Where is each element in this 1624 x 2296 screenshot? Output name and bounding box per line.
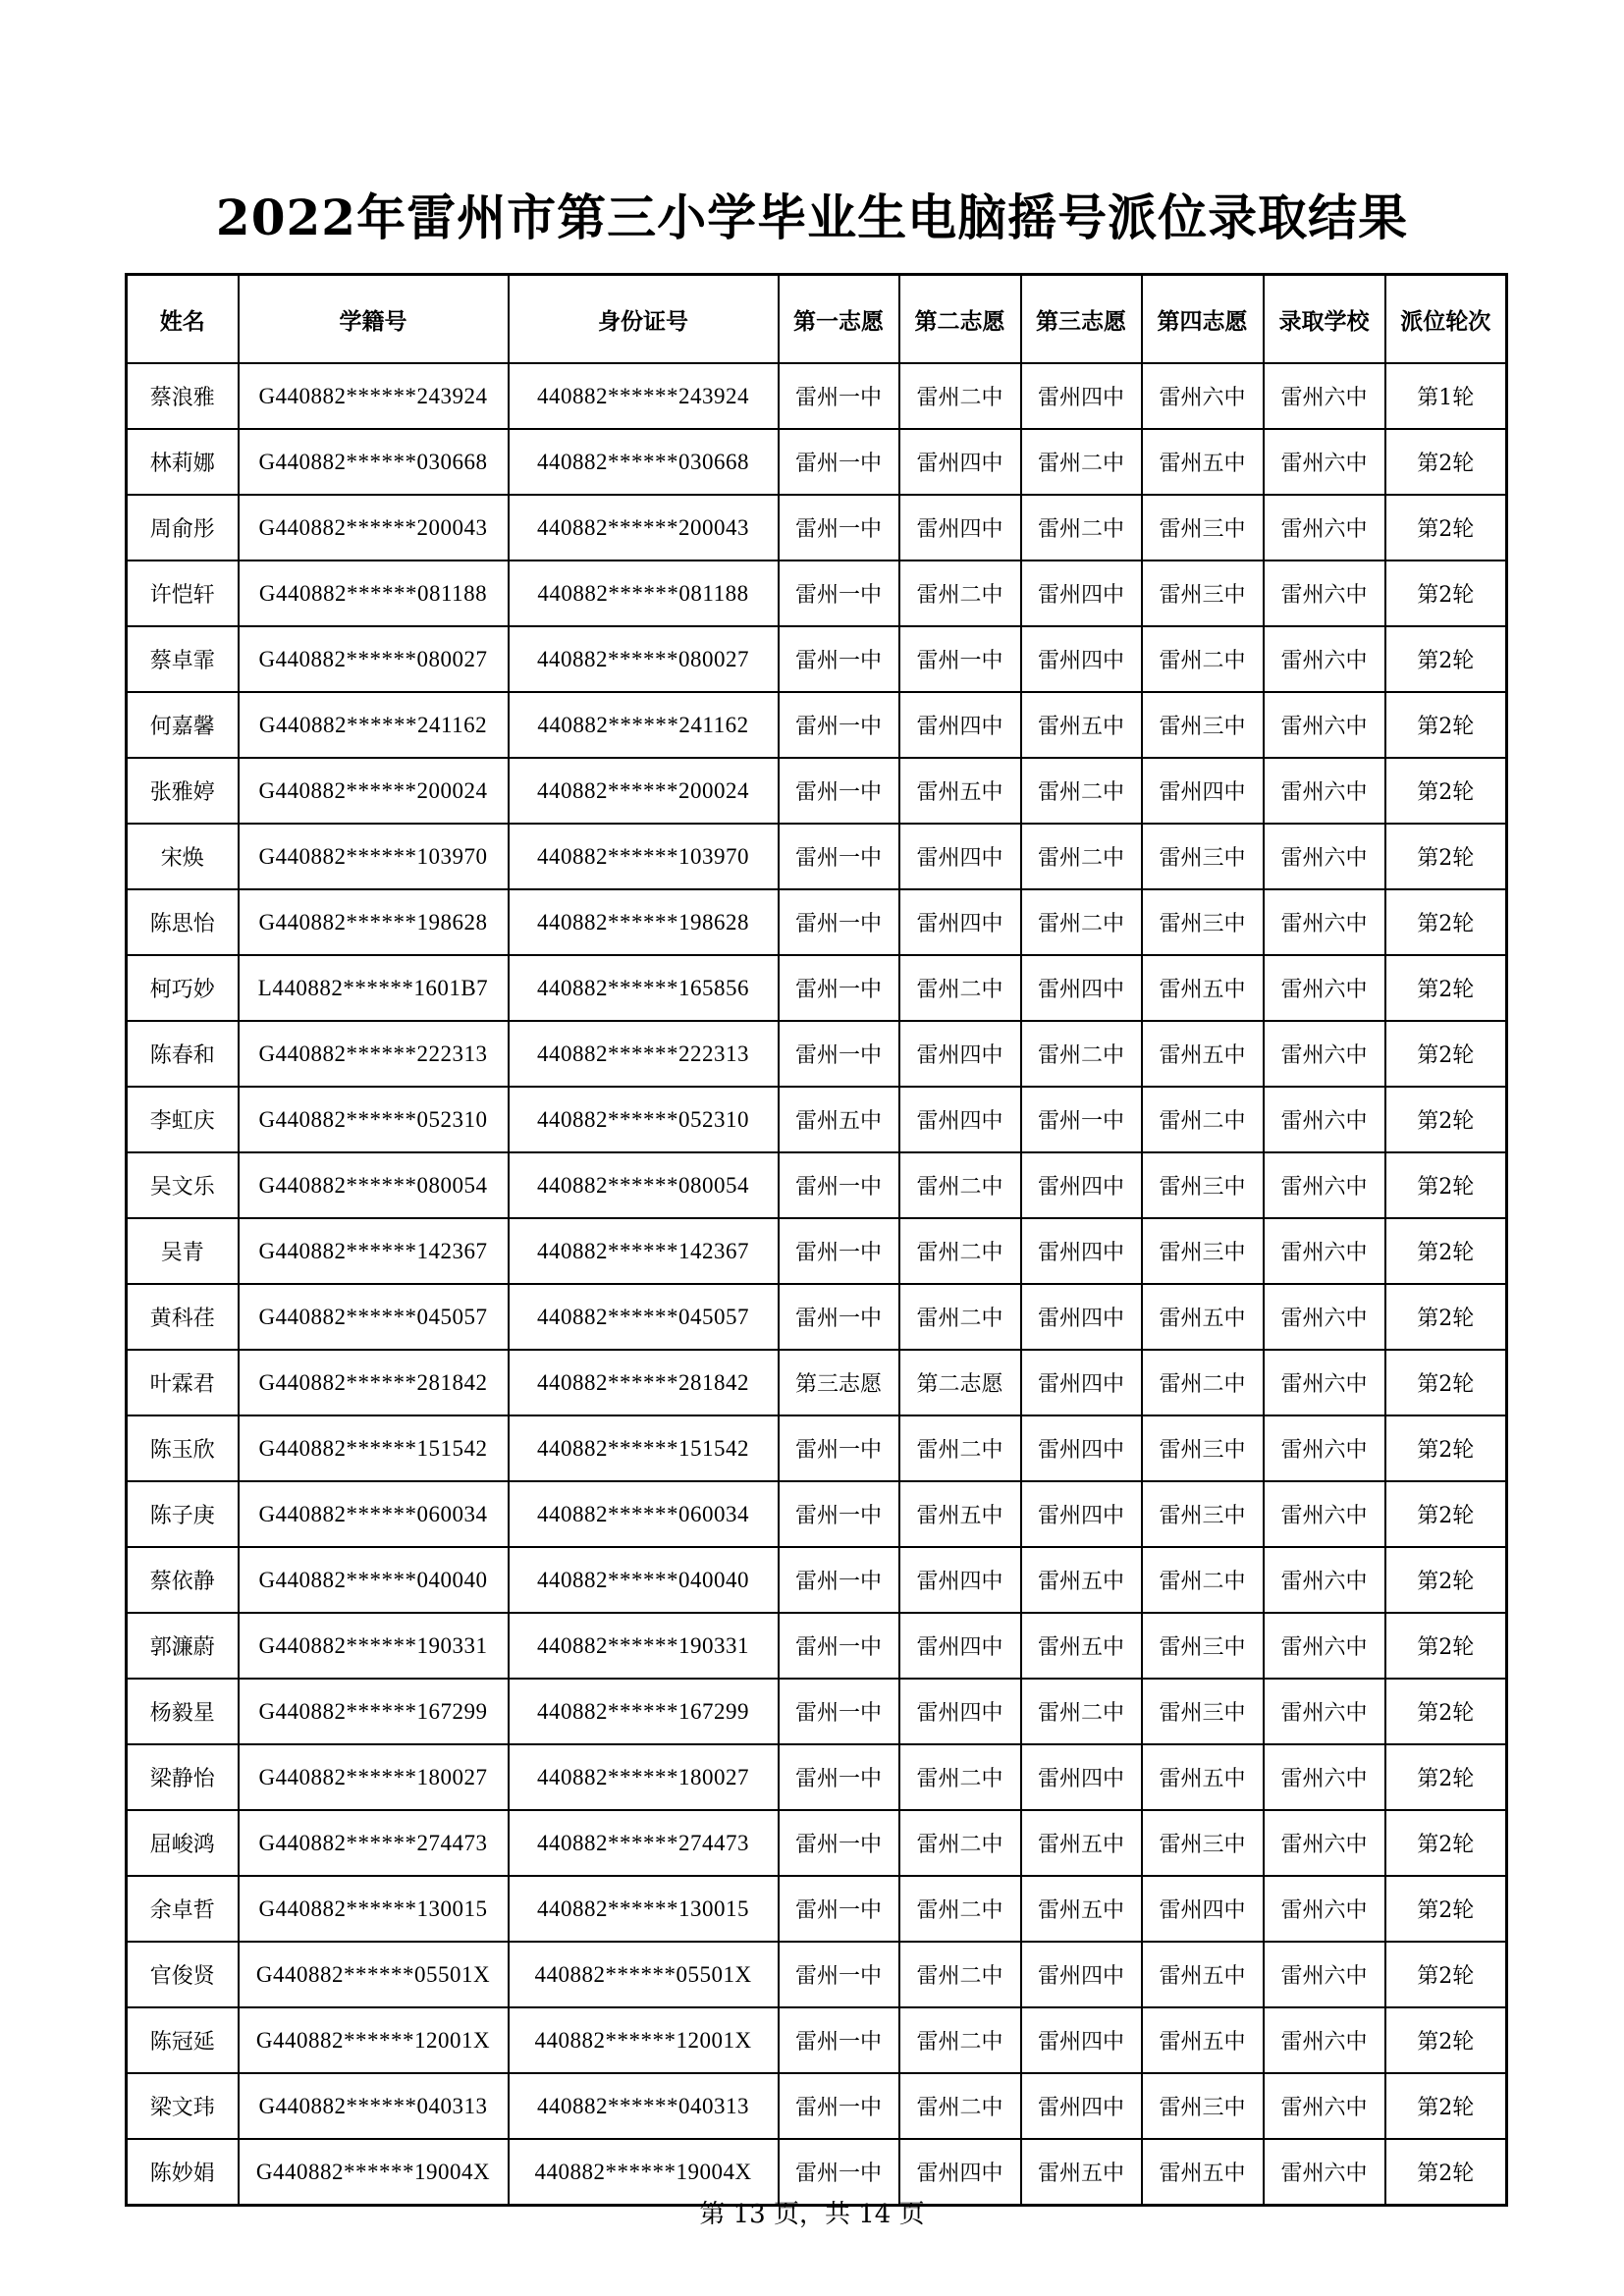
cell-student-id: G440882******045057 [239,1284,509,1350]
cell-choice-1: 第三志愿 [779,1350,899,1415]
cell-choice-3: 雷州五中 [1021,2139,1142,2206]
cell-student-id: G440882******19004X [239,2139,509,2206]
cell-student-id: G440882******081188 [239,561,509,626]
cell-admitted-school: 雷州六中 [1264,1087,1385,1152]
table-row [127,1876,1507,1942]
cell-choice-3: 雷州二中 [1021,824,1142,889]
cell-name: 郭濂蔚 [127,1613,239,1679]
cell-choice-3: 雷州四中 [1021,955,1142,1021]
cell-name: 官俊贤 [127,1942,239,2007]
cell-choice-1: 雷州一中 [779,1415,899,1481]
cell-name: 许恺轩 [127,561,239,626]
cell-choice-3: 雷州四中 [1021,1218,1142,1284]
cell-choice-2: 雷州一中 [899,626,1021,692]
cell-admitted-school: 雷州六中 [1264,626,1385,692]
cell-round: 第2轮 [1385,2073,1507,2139]
table-row [127,889,1507,955]
cell-name: 蔡依静 [127,1547,239,1613]
cell-id-card: 440882******040040 [509,1547,779,1613]
cell-round: 第2轮 [1385,1415,1507,1481]
table-row [127,1481,1507,1547]
cell-id-card: 440882******05501X [509,1942,779,2007]
header-name: 姓名 [127,275,239,364]
cell-choice-1: 雷州一中 [779,1021,899,1087]
cell-name: 蔡浪雅 [127,363,239,429]
table-row [127,758,1507,824]
cell-round: 第2轮 [1385,495,1507,561]
cell-choice-2: 雷州二中 [899,1218,1021,1284]
cell-round: 第2轮 [1385,1876,1507,1942]
cell-admitted-school: 雷州六中 [1264,1679,1385,1744]
cell-choice-3: 雷州四中 [1021,1152,1142,1218]
cell-admitted-school: 雷州六中 [1264,1744,1385,1810]
cell-student-id: G440882******274473 [239,1810,509,1876]
cell-choice-3: 雷州二中 [1021,1679,1142,1744]
cell-student-id: G440882******080027 [239,626,509,692]
cell-student-id: G440882******200043 [239,495,509,561]
cell-choice-4: 雷州五中 [1142,1744,1264,1810]
cell-student-id: G440882******142367 [239,1218,509,1284]
cell-admitted-school: 雷州六中 [1264,429,1385,495]
cell-name: 黄科荏 [127,1284,239,1350]
table-row [127,363,1507,429]
header-student-id: 学籍号 [239,275,509,364]
cell-round: 第2轮 [1385,1284,1507,1350]
cell-choice-2: 雷州二中 [899,2073,1021,2139]
cell-choice-1: 雷州一中 [779,2073,899,2139]
cell-id-card: 440882******030668 [509,429,779,495]
cell-id-card: 440882******045057 [509,1284,779,1350]
cell-choice-3: 雷州五中 [1021,1547,1142,1613]
cell-choice-2: 雷州四中 [899,1547,1021,1613]
table-row [127,1152,1507,1218]
table-row [127,955,1507,1021]
cell-choice-2: 雷州二中 [899,2007,1021,2073]
cell-student-id: G440882******12001X [239,2007,509,2073]
cell-choice-1: 雷州一中 [779,758,899,824]
cell-round: 第2轮 [1385,1613,1507,1679]
header-choice-3: 第三志愿 [1021,275,1142,364]
cell-choice-2: 雷州二中 [899,955,1021,1021]
cell-id-card: 440882******241162 [509,692,779,758]
cell-id-card: 440882******222313 [509,1021,779,1087]
cell-choice-1: 雷州一中 [779,1152,899,1218]
cell-student-id: G440882******200024 [239,758,509,824]
header-round: 派位轮次 [1385,275,1507,364]
cell-round: 第2轮 [1385,1218,1507,1284]
cell-name: 屈峻鸿 [127,1810,239,1876]
cell-choice-4: 雷州二中 [1142,1087,1264,1152]
cell-student-id: G440882******151542 [239,1415,509,1481]
cell-id-card: 440882******081188 [509,561,779,626]
cell-student-id: G440882******180027 [239,1744,509,1810]
cell-choice-1: 雷州一中 [779,692,899,758]
cell-name: 陈子庚 [127,1481,239,1547]
cell-choice-1: 雷州一中 [779,1613,899,1679]
table-row [127,1810,1507,1876]
cell-round: 第2轮 [1385,692,1507,758]
cell-choice-4: 雷州二中 [1142,626,1264,692]
cell-admitted-school: 雷州六中 [1264,1284,1385,1350]
cell-admitted-school: 雷州六中 [1264,1547,1385,1613]
cell-choice-1: 雷州一中 [779,363,899,429]
cell-name: 张雅婷 [127,758,239,824]
cell-choice-3: 雷州四中 [1021,1942,1142,2007]
cell-id-card: 440882******180027 [509,1744,779,1810]
table-row [127,561,1507,626]
table-row [127,1284,1507,1350]
cell-choice-3: 雷州五中 [1021,692,1142,758]
cell-id-card: 440882******243924 [509,363,779,429]
cell-choice-2: 雷州四中 [899,1021,1021,1087]
cell-student-id: G440882******281842 [239,1350,509,1415]
cell-choice-2: 雷州二中 [899,1942,1021,2007]
cell-choice-4: 雷州五中 [1142,2139,1264,2206]
cell-choice-1: 雷州一中 [779,2139,899,2206]
table-body [127,363,1507,2206]
cell-choice-3: 雷州四中 [1021,2073,1142,2139]
cell-choice-2: 雷州四中 [899,1087,1021,1152]
cell-choice-1: 雷州一中 [779,1876,899,1942]
page-title: 2022年雷州市第三小学毕业生电脑摇号派位录取结果 [215,188,1409,246]
cell-admitted-school: 雷州六中 [1264,495,1385,561]
cell-admitted-school: 雷州六中 [1264,955,1385,1021]
cell-name: 杨毅星 [127,1679,239,1744]
cell-choice-2: 雷州二中 [899,363,1021,429]
cell-choice-2: 雷州五中 [899,758,1021,824]
table-row [127,1942,1507,2007]
table-row [127,1613,1507,1679]
cell-choice-3: 雷州二中 [1021,1021,1142,1087]
cell-choice-3: 雷州五中 [1021,1876,1142,1942]
cell-choice-4: 雷州五中 [1142,429,1264,495]
cell-student-id: G440882******167299 [239,1679,509,1744]
cell-name: 柯巧妙 [127,955,239,1021]
cell-choice-3: 雷州四中 [1021,1481,1142,1547]
cell-name: 吴文乐 [127,1152,239,1218]
cell-admitted-school: 雷州六中 [1264,363,1385,429]
cell-choice-4: 雷州三中 [1142,495,1264,561]
table-row [127,1087,1507,1152]
cell-choice-2: 雷州二中 [899,1284,1021,1350]
table-row [127,2073,1507,2139]
cell-student-id: G440882******030668 [239,429,509,495]
cell-choice-1: 雷州一中 [779,429,899,495]
cell-admitted-school: 雷州六中 [1264,1021,1385,1087]
cell-round: 第2轮 [1385,1350,1507,1415]
cell-choice-3: 雷州四中 [1021,626,1142,692]
results-table [125,273,1508,2207]
cell-choice-4: 雷州三中 [1142,1679,1264,1744]
cell-choice-2: 雷州四中 [899,692,1021,758]
cell-round: 第2轮 [1385,1152,1507,1218]
cell-round: 第2轮 [1385,1021,1507,1087]
cell-choice-4: 雷州三中 [1142,1613,1264,1679]
cell-round: 第2轮 [1385,1942,1507,2007]
table-row [127,1415,1507,1481]
cell-choice-3: 雷州五中 [1021,1613,1142,1679]
cell-choice-2: 雷州二中 [899,1876,1021,1942]
cell-choice-3: 雷州四中 [1021,363,1142,429]
cell-student-id: G440882******243924 [239,363,509,429]
cell-choice-3: 雷州二中 [1021,758,1142,824]
cell-choice-1: 雷州一中 [779,1679,899,1744]
cell-id-card: 440882******052310 [509,1087,779,1152]
cell-round: 第2轮 [1385,2007,1507,2073]
cell-admitted-school: 雷州六中 [1264,1810,1385,1876]
cell-student-id: G440882******198628 [239,889,509,955]
cell-choice-1: 雷州一中 [779,1218,899,1284]
page-footer: 第 13 页，共 14 页 [699,2200,925,2229]
cell-choice-2: 雷州二中 [899,1810,1021,1876]
cell-student-id: L440882******1601B7 [239,955,509,1021]
cell-name: 陈冠延 [127,2007,239,2073]
table-row [127,1744,1507,1810]
cell-choice-4: 雷州五中 [1142,1942,1264,2007]
table-row [127,429,1507,495]
cell-name: 吴青 [127,1218,239,1284]
cell-admitted-school: 雷州六中 [1264,2007,1385,2073]
cell-choice-2: 雷州二中 [899,1152,1021,1218]
cell-admitted-school: 雷州六中 [1264,824,1385,889]
cell-choice-3: 雷州二中 [1021,429,1142,495]
cell-admitted-school: 雷州六中 [1264,1613,1385,1679]
cell-id-card: 440882******165856 [509,955,779,1021]
cell-choice-2: 雷州二中 [899,1744,1021,1810]
cell-choice-1: 雷州一中 [779,955,899,1021]
cell-choice-4: 雷州四中 [1142,1876,1264,1942]
cell-choice-1: 雷州一中 [779,1481,899,1547]
cell-admitted-school: 雷州六中 [1264,1415,1385,1481]
cell-name: 何嘉馨 [127,692,239,758]
table-row [127,1021,1507,1087]
cell-admitted-school: 雷州六中 [1264,1350,1385,1415]
cell-choice-3: 雷州五中 [1021,1810,1142,1876]
cell-choice-4: 雷州三中 [1142,1481,1264,1547]
cell-round: 第2轮 [1385,2139,1507,2206]
cell-id-card: 440882******080054 [509,1152,779,1218]
cell-choice-4: 雷州五中 [1142,1021,1264,1087]
cell-choice-4: 雷州五中 [1142,2007,1264,2073]
cell-name: 叶霖君 [127,1350,239,1415]
cell-round: 第2轮 [1385,1810,1507,1876]
header-choice-2: 第二志愿 [899,275,1021,364]
cell-name: 周俞彤 [127,495,239,561]
cell-admitted-school: 雷州六中 [1264,1218,1385,1284]
table-row [127,1350,1507,1415]
cell-student-id: G440882******103970 [239,824,509,889]
cell-student-id: G440882******040040 [239,1547,509,1613]
cell-choice-1: 雷州一中 [779,495,899,561]
cell-choice-3: 雷州四中 [1021,1744,1142,1810]
cell-id-card: 440882******274473 [509,1810,779,1876]
cell-choice-3: 雷州四中 [1021,2007,1142,2073]
table-row [127,1218,1507,1284]
table-row [127,692,1507,758]
cell-name: 陈玉欣 [127,1415,239,1481]
cell-round: 第2轮 [1385,626,1507,692]
cell-choice-2: 雷州四中 [899,495,1021,561]
cell-round: 第2轮 [1385,1087,1507,1152]
cell-choice-4: 雷州二中 [1142,1547,1264,1613]
cell-choice-4: 雷州三中 [1142,1218,1264,1284]
cell-round: 第2轮 [1385,1744,1507,1810]
cell-choice-1: 雷州一中 [779,1547,899,1613]
cell-id-card: 440882******190331 [509,1613,779,1679]
cell-choice-3: 雷州四中 [1021,1350,1142,1415]
cell-id-card: 440882******040313 [509,2073,779,2139]
cell-choice-3: 雷州二中 [1021,889,1142,955]
cell-choice-4: 雷州三中 [1142,561,1264,626]
cell-admitted-school: 雷州六中 [1264,1481,1385,1547]
cell-name: 陈思怡 [127,889,239,955]
cell-choice-4: 雷州四中 [1142,758,1264,824]
cell-student-id: G440882******060034 [239,1481,509,1547]
cell-admitted-school: 雷州六中 [1264,2073,1385,2139]
cell-choice-1: 雷州一中 [779,1284,899,1350]
cell-choice-3: 雷州四中 [1021,1415,1142,1481]
cell-choice-4: 雷州三中 [1142,2073,1264,2139]
table-row [127,1547,1507,1613]
cell-choice-4: 雷州五中 [1142,1284,1264,1350]
cell-id-card: 440882******130015 [509,1876,779,1942]
header-id-card: 身份证号 [509,275,779,364]
cell-round: 第2轮 [1385,561,1507,626]
cell-choice-2: 雷州二中 [899,561,1021,626]
cell-student-id: G440882******190331 [239,1613,509,1679]
table-row [127,824,1507,889]
cell-id-card: 440882******12001X [509,2007,779,2073]
cell-choice-3: 雷州四中 [1021,1284,1142,1350]
cell-student-id: G440882******080054 [239,1152,509,1218]
cell-id-card: 440882******060034 [509,1481,779,1547]
cell-choice-1: 雷州一中 [779,2007,899,2073]
cell-round: 第1轮 [1385,363,1507,429]
cell-choice-3: 雷州二中 [1021,495,1142,561]
cell-id-card: 440882******142367 [509,1218,779,1284]
cell-choice-2: 雷州四中 [899,889,1021,955]
cell-round: 第2轮 [1385,429,1507,495]
table-row [127,495,1507,561]
cell-round: 第2轮 [1385,1481,1507,1547]
cell-choice-2: 雷州四中 [899,824,1021,889]
cell-student-id: G440882******052310 [239,1087,509,1152]
cell-admitted-school: 雷州六中 [1264,561,1385,626]
cell-name: 梁文玮 [127,2073,239,2139]
header-admitted-school: 录取学校 [1264,275,1385,364]
cell-choice-2: 第二志愿 [899,1350,1021,1415]
cell-admitted-school: 雷州六中 [1264,1152,1385,1218]
cell-round: 第2轮 [1385,1679,1507,1744]
cell-choice-4: 雷州三中 [1142,1810,1264,1876]
cell-choice-2: 雷州四中 [899,1679,1021,1744]
cell-choice-4: 雷州六中 [1142,363,1264,429]
cell-name: 余卓哲 [127,1876,239,1942]
cell-student-id: G440882******241162 [239,692,509,758]
cell-round: 第2轮 [1385,889,1507,955]
cell-name: 李虹庆 [127,1087,239,1152]
cell-choice-1: 雷州一中 [779,1744,899,1810]
cell-admitted-school: 雷州六中 [1264,692,1385,758]
cell-name: 林莉娜 [127,429,239,495]
cell-id-card: 440882******151542 [509,1415,779,1481]
cell-choice-2: 雷州四中 [899,2139,1021,2206]
cell-choice-4: 雷州三中 [1142,824,1264,889]
cell-round: 第2轮 [1385,758,1507,824]
cell-choice-4: 雷州三中 [1142,889,1264,955]
cell-choice-2: 雷州四中 [899,429,1021,495]
cell-name: 梁静怡 [127,1744,239,1810]
cell-student-id: G440882******040313 [239,2073,509,2139]
cell-choice-2: 雷州四中 [899,1613,1021,1679]
cell-round: 第2轮 [1385,955,1507,1021]
cell-id-card: 440882******200024 [509,758,779,824]
cell-admitted-school: 雷州六中 [1264,1876,1385,1942]
table-header-row [127,275,1507,364]
cell-name: 陈春和 [127,1021,239,1087]
cell-choice-4: 雷州三中 [1142,692,1264,758]
table-row [127,2007,1507,2073]
cell-name: 宋焕 [127,824,239,889]
cell-choice-1: 雷州五中 [779,1087,899,1152]
cell-choice-4: 雷州五中 [1142,955,1264,1021]
cell-choice-1: 雷州一中 [779,1942,899,2007]
cell-choice-3: 雷州四中 [1021,561,1142,626]
header-choice-1: 第一志愿 [779,275,899,364]
cell-student-id: G440882******222313 [239,1021,509,1087]
cell-choice-4: 雷州三中 [1142,1152,1264,1218]
table-row [127,626,1507,692]
cell-id-card: 440882******19004X [509,2139,779,2206]
cell-admitted-school: 雷州六中 [1264,758,1385,824]
cell-choice-4: 雷州三中 [1142,1415,1264,1481]
table-row [127,1679,1507,1744]
cell-id-card: 440882******080027 [509,626,779,692]
cell-admitted-school: 雷州六中 [1264,2139,1385,2206]
cell-name: 蔡卓霏 [127,626,239,692]
cell-id-card: 440882******198628 [509,889,779,955]
cell-choice-3: 雷州一中 [1021,1087,1142,1152]
cell-round: 第2轮 [1385,824,1507,889]
cell-admitted-school: 雷州六中 [1264,889,1385,955]
cell-choice-1: 雷州一中 [779,626,899,692]
cell-id-card: 440882******167299 [509,1679,779,1744]
cell-choice-1: 雷州一中 [779,824,899,889]
cell-admitted-school: 雷州六中 [1264,1942,1385,2007]
cell-choice-1: 雷州一中 [779,889,899,955]
cell-id-card: 440882******281842 [509,1350,779,1415]
cell-choice-2: 雷州二中 [899,1415,1021,1481]
header-choice-4: 第四志愿 [1142,275,1264,364]
cell-student-id: G440882******05501X [239,1942,509,2007]
cell-id-card: 440882******200043 [509,495,779,561]
cell-id-card: 440882******103970 [509,824,779,889]
cell-round: 第2轮 [1385,1547,1507,1613]
cell-choice-2: 雷州五中 [899,1481,1021,1547]
cell-name: 陈妙娟 [127,2139,239,2206]
cell-choice-1: 雷州一中 [779,1810,899,1876]
cell-student-id: G440882******130015 [239,1876,509,1942]
cell-choice-4: 雷州二中 [1142,1350,1264,1415]
cell-choice-1: 雷州一中 [779,561,899,626]
